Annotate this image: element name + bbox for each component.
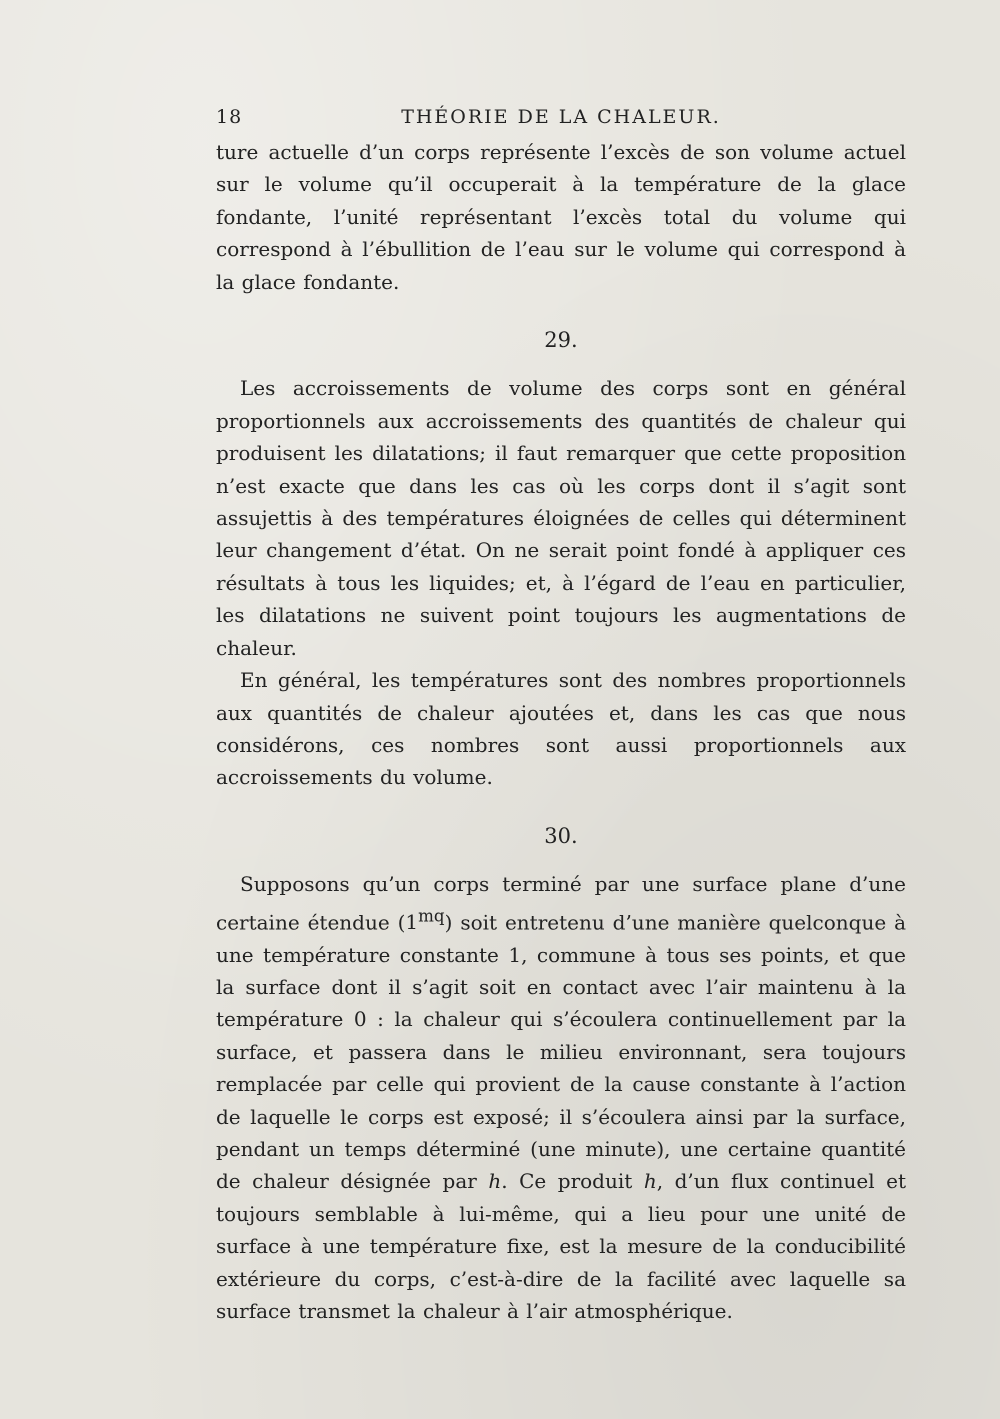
body-text <box>216 136 906 1327</box>
page-number: 18 <box>216 106 243 128</box>
temperature-zero: 0 <box>353 1007 367 1032</box>
section-30-text-f: , d’un flux continuel et toujours semblable à lui-même, qui a lieu pour une unité de surface à une température fixe, est la mesure de la conducibilité extérieure du corps, c’est-à-dire de la facilité avec laquelle sa surface transmet la chaleur à l’air atmosphérique. <box>216 1169 906 1324</box>
book-page <box>216 100 906 1327</box>
running-head <box>216 100 906 136</box>
variable-h: h <box>488 1169 502 1194</box>
section-30-text-b: ) soit entretenu d’une manière quelconque à une température constante <box>216 910 906 967</box>
variable-h-second: h <box>643 1169 657 1194</box>
unit-square-metre <box>405 906 445 935</box>
running-title: THÉORIE DE LA CHALEUR. <box>401 106 721 128</box>
continuation-paragraph: ture actuelle d’un corps représente l’excès de son volume actuel sur le volume qu’il occuperait à la température de la glace fondante, l’unité représentant l’excès total du volume qui correspond à l’ébullition de l’eau sur le volume qui correspond à la glace fondante. <box>216 140 906 294</box>
section-29-paragraph-1: Les accroissements de volume des corps sont en général proportionnels aux accroissements des quantités de chaleur qui produisent les dilatations; il faut remarquer que cette proposition n’est exacte que dans les cas où les corps dont il s’agit sont assujettis à des températures éloignées de celles qui déterminent leur changement d’état. On ne serait point fondé à appliquer ces résultats à tous les liquides; et, à l’égard de l’eau en particulier, les dilatations ne suivent point toujours les augmentations de chaleur. <box>216 376 906 660</box>
section-30-text-e: . Ce produit <box>501 1169 644 1194</box>
section-number-30: 30. <box>544 823 578 848</box>
unit-number: 1 <box>405 910 419 935</box>
section-30-text-d: : la chaleur qui s’écoulera continuellement par la surface, et passera dans le milieu environnant, sera toujours remplacée par celle qui provient de la cause constante à l’action de laquelle le corps est exposé; il s’écoulera ainsi par la surface, pendant un temps déterminé (une minute), une certaine quantité de chaleur désignée par <box>216 1007 906 1194</box>
unit-superscript: mq <box>418 906 445 926</box>
section-30-paragraph <box>216 868 906 1327</box>
section-number-29: 29. <box>544 328 578 353</box>
section-30-text-c: , commune à tous ses points, et que la surface dont il s’agit soit en contact avec l’air maintenu à la température <box>216 942 907 1032</box>
section-29-paragraph-2: En général, les températures sont des nombres proportionnels aux quantités de chaleur ajoutées et, dans les cas que nous considérons, ces nombres sont aussi proportionnels aux accroissements du volume. <box>216 668 906 790</box>
temperature-one: 1 <box>508 942 522 967</box>
section-30-text-a: Supposons qu’un corps terminé par une surface plane d’une certaine étendue ( <box>216 872 906 935</box>
